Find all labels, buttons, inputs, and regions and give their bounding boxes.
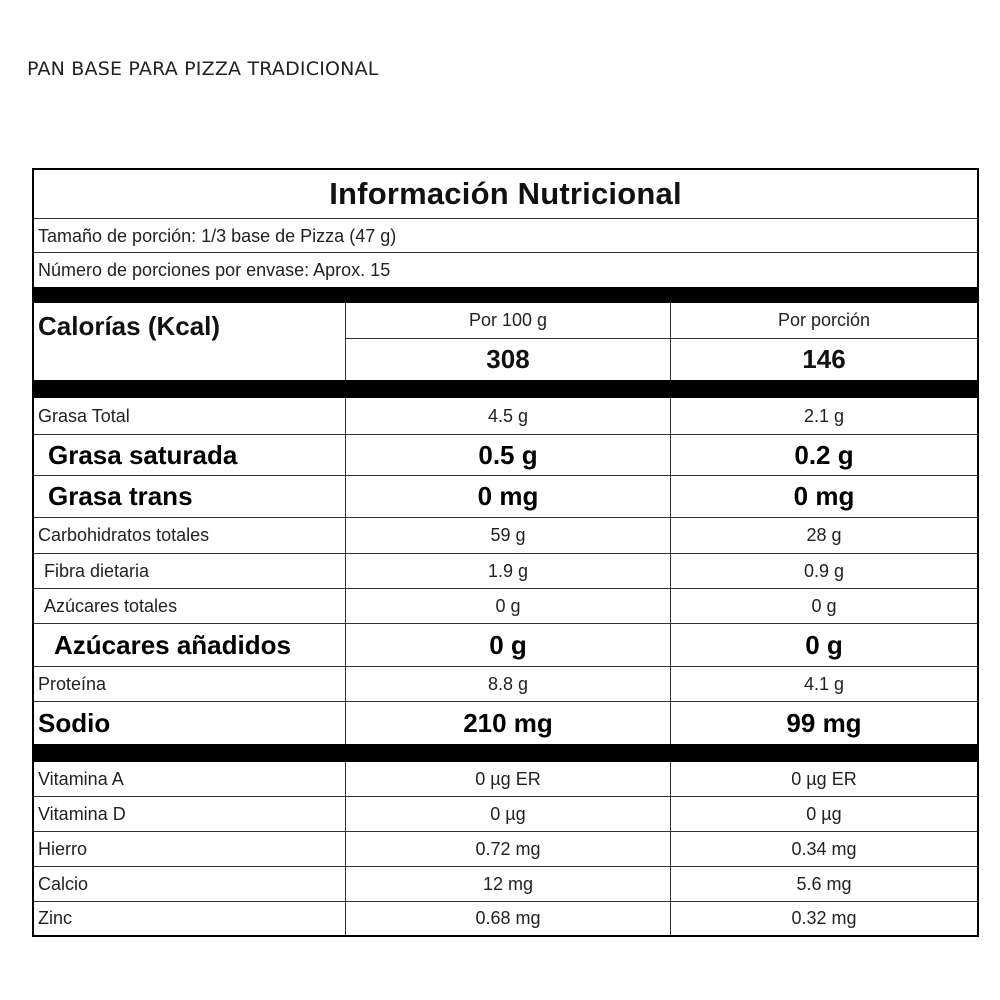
column-header-portion: Por porción	[671, 303, 977, 339]
table-heading: Información Nutricional	[34, 170, 977, 219]
micronutrient-value-portion: 0 µg ER	[670, 762, 977, 796]
micronutrient-name: Vitamina D	[38, 803, 126, 824]
nutrient-value-portion: 4.1 g	[670, 667, 977, 701]
nutrient-value-100g: 0.5 g	[345, 435, 670, 475]
micronutrient-row	[34, 762, 977, 797]
nutrient-name: Proteína	[38, 673, 107, 694]
nutrient-name: Carbohidratos totales	[38, 525, 210, 545]
nutrient-value-100g: 1.9 g	[345, 554, 670, 588]
micronutrient-row	[34, 797, 977, 832]
calories-value-portion: 146	[802, 344, 846, 374]
nutrient-name: Fibra dietaria	[44, 560, 150, 581]
divider-bar	[34, 380, 977, 398]
nutrient-value-100g: 4.5 g	[345, 398, 670, 434]
micronutrient-value-portion: 0.32 mg	[670, 902, 977, 935]
nutrient-value-100g: 0 g	[345, 589, 670, 623]
nutrient-row	[34, 554, 977, 589]
nutrient-value-portion: 2.1 g	[670, 398, 977, 434]
nutrient-value-portion: 0.2 g	[670, 435, 977, 475]
micronutrient-value-portion: 0 µg	[670, 797, 977, 831]
nutrition-facts-table	[32, 168, 979, 937]
micronutrient-row	[34, 902, 977, 935]
nutrient-name: Sodio	[38, 707, 111, 738]
micronutrient-name: Vitamina A	[38, 768, 124, 789]
calories-label: Calorías (Kcal)	[38, 311, 221, 341]
nutrient-value-100g: 59 g	[345, 518, 670, 553]
nutrient-value-portion: 0.9 g	[670, 554, 977, 588]
micronutrient-value-100g: 0.68 mg	[345, 902, 670, 935]
nutrient-row	[34, 624, 977, 667]
nutrient-name: Azúcares totales	[44, 595, 178, 616]
nutrient-value-portion: 0 g	[670, 624, 977, 666]
nutrient-value-portion: 0 g	[670, 589, 977, 623]
micronutrient-name: Hierro	[38, 838, 88, 859]
nutrient-row	[34, 518, 977, 554]
nutrient-value-100g: 0 g	[345, 624, 670, 666]
nutrient-row	[34, 435, 977, 476]
nutrient-name: Azúcares añadidos	[54, 629, 291, 660]
nutrient-value-portion: 28 g	[670, 518, 977, 553]
nutrient-row	[34, 589, 977, 624]
micronutrient-row	[34, 867, 977, 902]
nutrient-row	[34, 702, 977, 744]
nutrient-name: Grasa saturada	[48, 439, 238, 470]
nutrient-value-100g: 210 mg	[345, 702, 670, 744]
nutrient-row	[34, 667, 977, 702]
column-header-100g: Por 100 g	[346, 303, 670, 339]
calories-row	[34, 303, 977, 380]
micronutrient-value-100g: 12 mg	[345, 867, 670, 901]
nutrient-value-portion: 99 mg	[670, 702, 977, 744]
nutrient-name: Grasa Total	[38, 405, 130, 426]
divider-bar	[34, 744, 977, 762]
calories-col-portion	[670, 303, 977, 380]
nutrient-value-100g: 0 mg	[345, 476, 670, 517]
micronutrient-value-100g: 0 µg	[345, 797, 670, 831]
nutrient-row	[34, 398, 977, 435]
document-title: PAN BASE PARA PIZZA TRADICIONAL	[27, 58, 379, 80]
micronutrient-name: Zinc	[38, 908, 73, 928]
serving-size: Tamaño de porción: 1/3 base de Pizza (47 g)	[34, 219, 977, 253]
micronutrient-name: Calcio	[38, 873, 89, 894]
servings-per-container: Número de porciones por envase: Aprox. 15	[38, 260, 391, 280]
micronutrient-value-portion: 0.34 mg	[670, 832, 977, 866]
nutrient-row	[34, 476, 977, 518]
micronutrient-value-100g: 0 µg ER	[345, 762, 670, 796]
micronutrient-row	[34, 832, 977, 867]
nutrient-value-portion: 0 mg	[670, 476, 977, 517]
divider-bar	[34, 287, 977, 303]
calories-col-100g	[345, 303, 670, 380]
calories-value-100g: 308	[486, 344, 530, 374]
nutrient-value-100g: 8.8 g	[345, 667, 670, 701]
micronutrient-value-portion: 5.6 mg	[670, 867, 977, 901]
micronutrient-value-100g: 0.72 mg	[345, 832, 670, 866]
nutrient-name: Grasa trans	[48, 481, 193, 511]
